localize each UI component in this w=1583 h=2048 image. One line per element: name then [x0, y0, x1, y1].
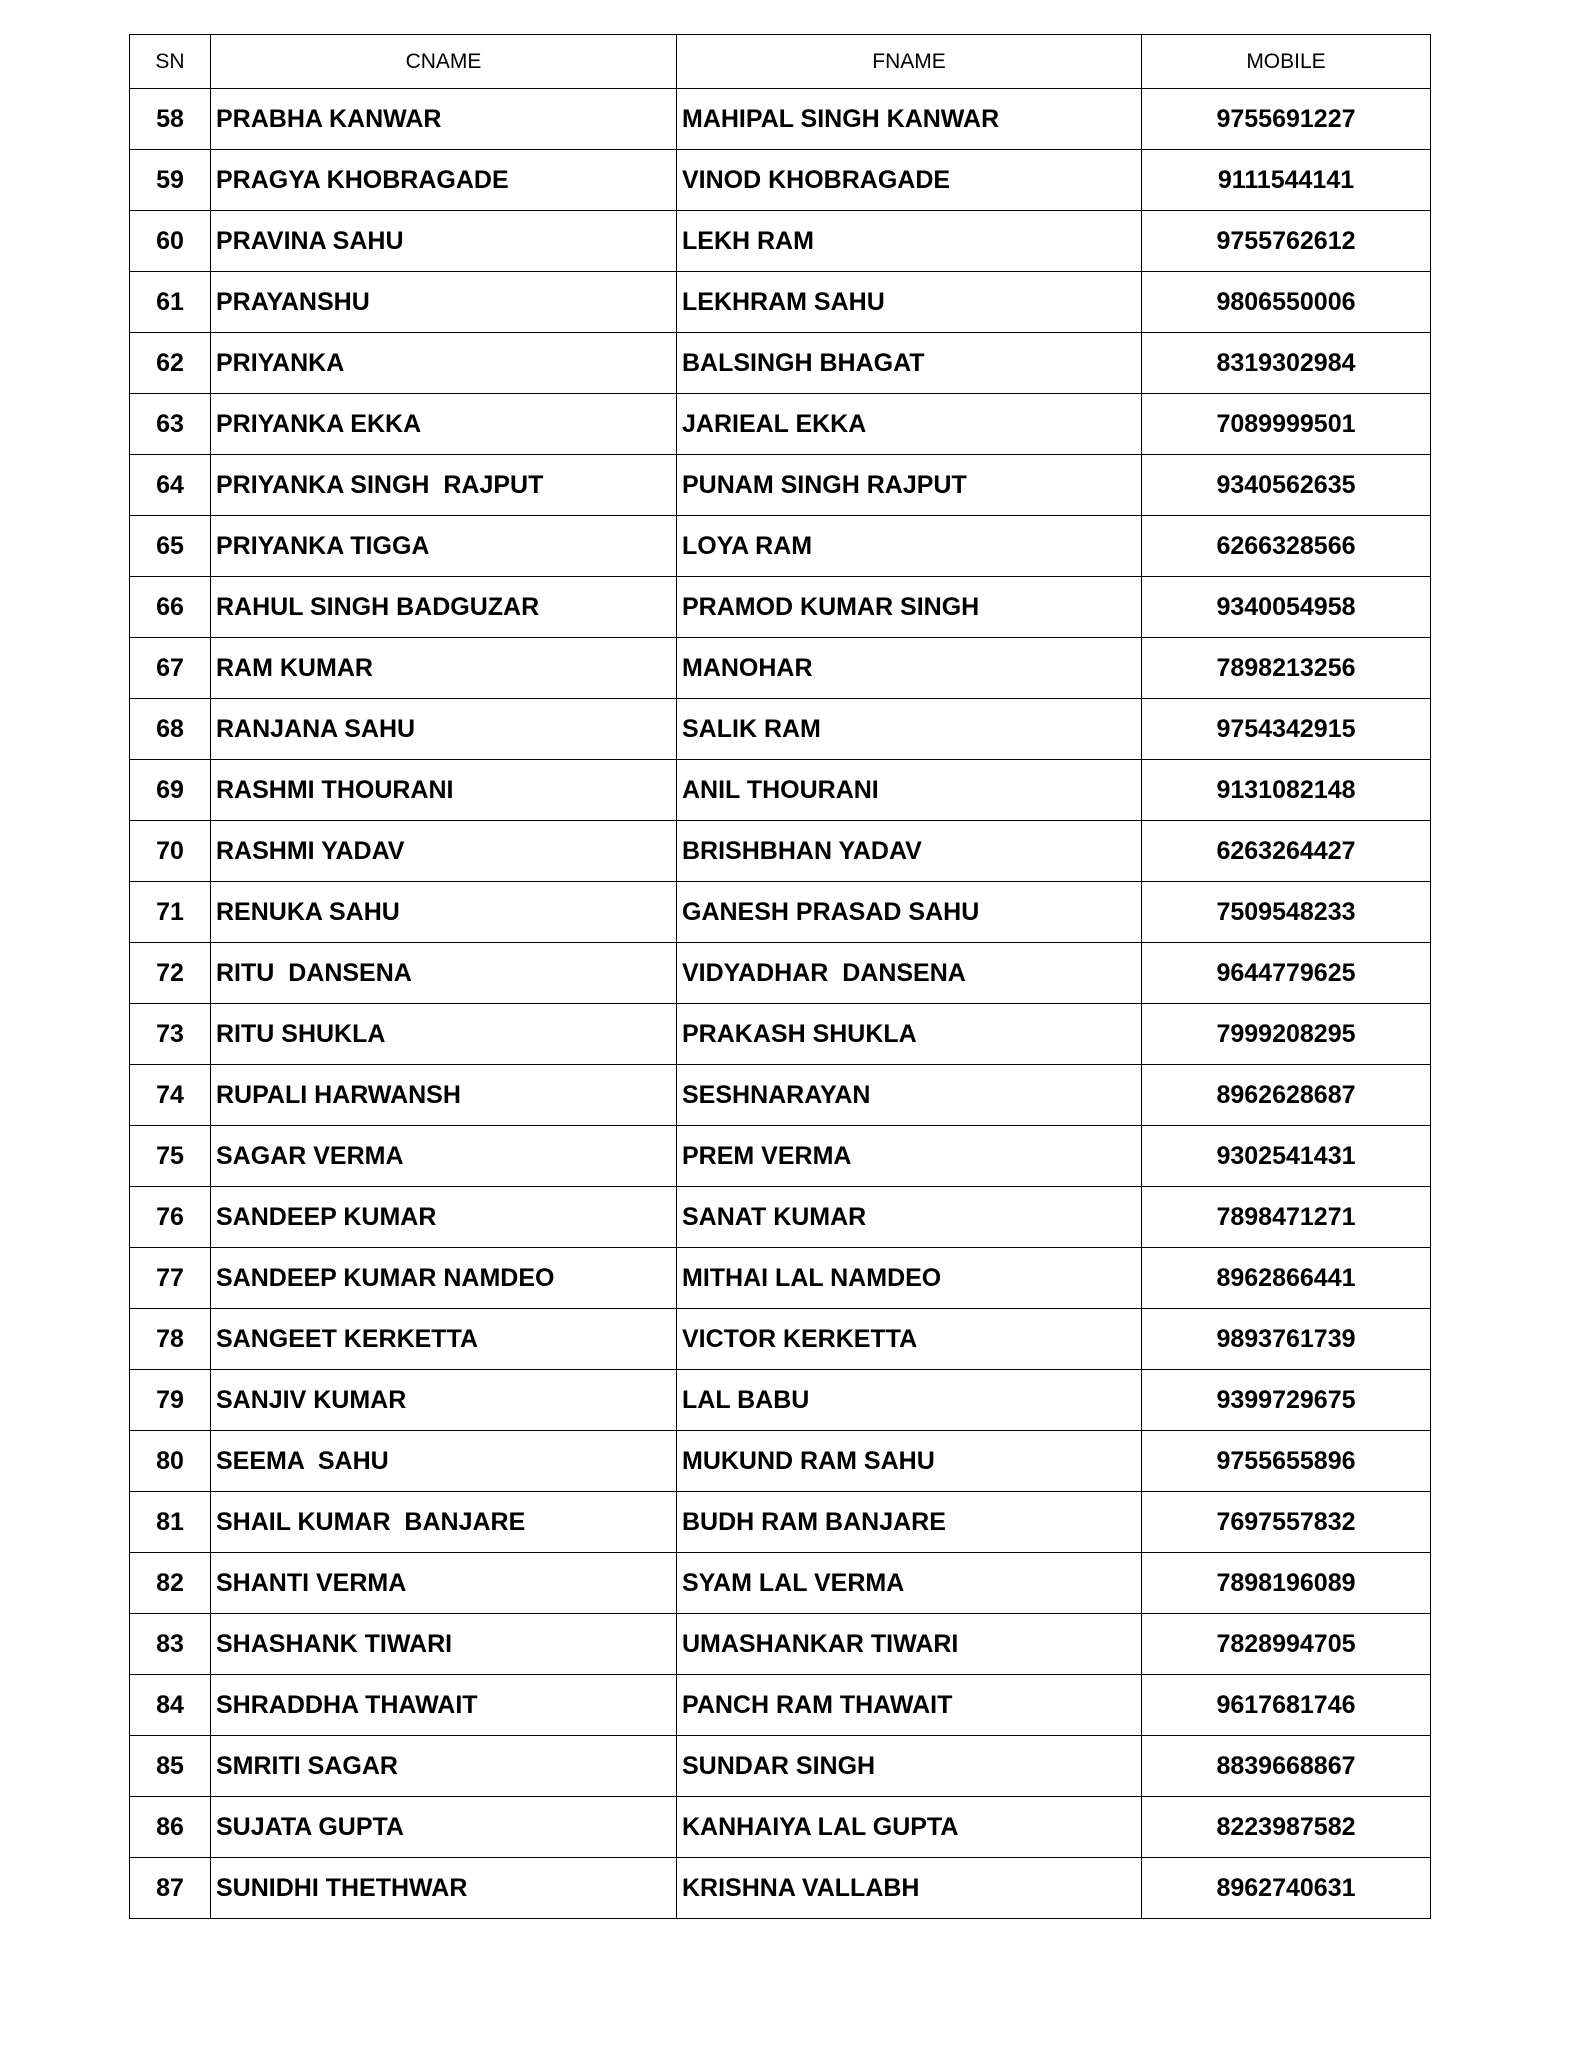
cell-sn: 69	[130, 760, 211, 821]
cell-fname: GANESH PRASAD SAHU	[677, 882, 1142, 943]
table-row	[130, 1492, 1431, 1553]
cell-sn: 83	[130, 1614, 211, 1675]
table-row	[130, 1126, 1431, 1187]
cell-fname: MITHAI LAL NAMDEO	[677, 1248, 1142, 1309]
cell-cname: RAHUL SINGH BADGUZAR	[211, 577, 677, 638]
cell-sn: 77	[130, 1248, 211, 1309]
cell-cname: SHASHANK TIWARI	[211, 1614, 677, 1675]
cell-cname: PRIYANKA EKKA	[211, 394, 677, 455]
table-row	[130, 699, 1431, 760]
cell-mobile: 8319302984	[1142, 333, 1431, 394]
cell-cname: PRIYANKA	[211, 333, 677, 394]
cell-sn: 72	[130, 943, 211, 1004]
cell-fname: MUKUND RAM SAHU	[677, 1431, 1142, 1492]
cell-cname: SAGAR VERMA	[211, 1126, 677, 1187]
table-body	[130, 89, 1431, 1919]
table-row	[130, 211, 1431, 272]
cell-sn: 63	[130, 394, 211, 455]
cell-sn: 64	[130, 455, 211, 516]
table-row	[130, 760, 1431, 821]
cell-mobile: 9644779625	[1142, 943, 1431, 1004]
cell-mobile: 8962628687	[1142, 1065, 1431, 1126]
table-row	[130, 150, 1431, 211]
table-row	[130, 1187, 1431, 1248]
table-row	[130, 1309, 1431, 1370]
cell-fname: LOYA RAM	[677, 516, 1142, 577]
cell-fname: BALSINGH BHAGAT	[677, 333, 1142, 394]
cell-fname: KRISHNA VALLABH	[677, 1858, 1142, 1919]
table-row	[130, 1004, 1431, 1065]
cell-fname: BUDH RAM BANJARE	[677, 1492, 1142, 1553]
table-row	[130, 1736, 1431, 1797]
cell-cname: PRIYANKA TIGGA	[211, 516, 677, 577]
cell-cname: RITU DANSENA	[211, 943, 677, 1004]
table-row	[130, 638, 1431, 699]
cell-mobile: 9302541431	[1142, 1126, 1431, 1187]
header-sn: SN	[130, 35, 211, 89]
cell-mobile: 9399729675	[1142, 1370, 1431, 1431]
cell-fname: SESHNARAYAN	[677, 1065, 1142, 1126]
cell-cname: RANJANA SAHU	[211, 699, 677, 760]
cell-fname: LEKHRAM SAHU	[677, 272, 1142, 333]
cell-mobile: 9755762612	[1142, 211, 1431, 272]
cell-fname: SYAM LAL VERMA	[677, 1553, 1142, 1614]
cell-cname: SANGEET KERKETTA	[211, 1309, 677, 1370]
table-row	[130, 1858, 1431, 1919]
cell-mobile: 9131082148	[1142, 760, 1431, 821]
cell-fname: PRAKASH SHUKLA	[677, 1004, 1142, 1065]
cell-fname: KANHAIYA LAL GUPTA	[677, 1797, 1142, 1858]
cell-cname: SANDEEP KUMAR NAMDEO	[211, 1248, 677, 1309]
table-row	[130, 1675, 1431, 1736]
cell-sn: 70	[130, 821, 211, 882]
cell-sn: 73	[130, 1004, 211, 1065]
cell-sn: 79	[130, 1370, 211, 1431]
cell-fname: MAHIPAL SINGH KANWAR	[677, 89, 1142, 150]
cell-sn: 74	[130, 1065, 211, 1126]
cell-mobile: 9754342915	[1142, 699, 1431, 760]
table-row	[130, 577, 1431, 638]
cell-mobile: 9755691227	[1142, 89, 1431, 150]
cell-mobile: 9893761739	[1142, 1309, 1431, 1370]
cell-fname: VICTOR KERKETTA	[677, 1309, 1142, 1370]
cell-mobile: 8223987582	[1142, 1797, 1431, 1858]
cell-sn: 76	[130, 1187, 211, 1248]
cell-sn: 62	[130, 333, 211, 394]
table-row	[130, 1248, 1431, 1309]
cell-cname: PRAGYA KHOBRAGADE	[211, 150, 677, 211]
cell-sn: 61	[130, 272, 211, 333]
cell-mobile: 8839668867	[1142, 1736, 1431, 1797]
candidate-table	[129, 34, 1431, 1919]
cell-cname: PRAYANSHU	[211, 272, 677, 333]
table-row	[130, 1797, 1431, 1858]
cell-fname: ANIL THOURANI	[677, 760, 1142, 821]
cell-cname: RASHMI YADAV	[211, 821, 677, 882]
cell-fname: UMASHANKAR TIWARI	[677, 1614, 1142, 1675]
cell-sn: 85	[130, 1736, 211, 1797]
table-row	[130, 272, 1431, 333]
table-row	[130, 89, 1431, 150]
cell-sn: 67	[130, 638, 211, 699]
cell-sn: 81	[130, 1492, 211, 1553]
table-row	[130, 882, 1431, 943]
cell-mobile: 7697557832	[1142, 1492, 1431, 1553]
table-row	[130, 455, 1431, 516]
table-row	[130, 821, 1431, 882]
table-header	[130, 35, 1431, 89]
cell-mobile: 9340054958	[1142, 577, 1431, 638]
cell-mobile: 7828994705	[1142, 1614, 1431, 1675]
cell-sn: 66	[130, 577, 211, 638]
cell-fname: VIDYADHAR DANSENA	[677, 943, 1142, 1004]
cell-fname: SUNDAR SINGH	[677, 1736, 1142, 1797]
cell-sn: 75	[130, 1126, 211, 1187]
cell-fname: PANCH RAM THAWAIT	[677, 1675, 1142, 1736]
cell-mobile: 7898213256	[1142, 638, 1431, 699]
cell-fname: SANAT KUMAR	[677, 1187, 1142, 1248]
cell-mobile: 9111544141	[1142, 150, 1431, 211]
cell-mobile: 7509548233	[1142, 882, 1431, 943]
cell-cname: PRAVINA SAHU	[211, 211, 677, 272]
cell-sn: 78	[130, 1309, 211, 1370]
cell-mobile: 8962740631	[1142, 1858, 1431, 1919]
table-row	[130, 1431, 1431, 1492]
cell-fname: JARIEAL EKKA	[677, 394, 1142, 455]
table-row	[130, 333, 1431, 394]
cell-sn: 87	[130, 1858, 211, 1919]
cell-fname: MANOHAR	[677, 638, 1142, 699]
table-row	[130, 516, 1431, 577]
cell-mobile: 9340562635	[1142, 455, 1431, 516]
cell-mobile: 9806550006	[1142, 272, 1431, 333]
cell-sn: 84	[130, 1675, 211, 1736]
cell-fname: LAL BABU	[677, 1370, 1142, 1431]
cell-sn: 58	[130, 89, 211, 150]
cell-cname: RASHMI THOURANI	[211, 760, 677, 821]
cell-mobile: 6263264427	[1142, 821, 1431, 882]
cell-sn: 59	[130, 150, 211, 211]
cell-sn: 68	[130, 699, 211, 760]
cell-cname: SANDEEP KUMAR	[211, 1187, 677, 1248]
cell-cname: SEEMA SAHU	[211, 1431, 677, 1492]
header-row	[130, 35, 1431, 89]
cell-mobile: 6266328566	[1142, 516, 1431, 577]
cell-mobile: 7089999501	[1142, 394, 1431, 455]
cell-cname: RENUKA SAHU	[211, 882, 677, 943]
cell-cname: SHAIL KUMAR BANJARE	[211, 1492, 677, 1553]
cell-sn: 60	[130, 211, 211, 272]
header-mobile: MOBILE	[1142, 35, 1431, 89]
cell-mobile: 7898471271	[1142, 1187, 1431, 1248]
cell-sn: 86	[130, 1797, 211, 1858]
cell-fname: PREM VERMA	[677, 1126, 1142, 1187]
cell-mobile: 7898196089	[1142, 1553, 1431, 1614]
header-fname: FNAME	[677, 35, 1142, 89]
cell-cname: SANJIV KUMAR	[211, 1370, 677, 1431]
table-row	[130, 1370, 1431, 1431]
cell-sn: 65	[130, 516, 211, 577]
table-row	[130, 1614, 1431, 1675]
cell-cname: SMRITI SAGAR	[211, 1736, 677, 1797]
table-row	[130, 1065, 1431, 1126]
table-row	[130, 943, 1431, 1004]
cell-sn: 71	[130, 882, 211, 943]
cell-cname: SUNIDHI THETHWAR	[211, 1858, 677, 1919]
cell-cname: PRABHA KANWAR	[211, 89, 677, 150]
cell-cname: RAM KUMAR	[211, 638, 677, 699]
cell-mobile: 9755655896	[1142, 1431, 1431, 1492]
cell-fname: PUNAM SINGH RAJPUT	[677, 455, 1142, 516]
cell-cname: SHRADDHA THAWAIT	[211, 1675, 677, 1736]
cell-sn: 80	[130, 1431, 211, 1492]
cell-fname: LEKH RAM	[677, 211, 1142, 272]
header-cname: CNAME	[211, 35, 677, 89]
cell-mobile: 8962866441	[1142, 1248, 1431, 1309]
table-row	[130, 1553, 1431, 1614]
cell-cname: PRIYANKA SINGH RAJPUT	[211, 455, 677, 516]
cell-cname: RUPALI HARWANSH	[211, 1065, 677, 1126]
cell-cname: SHANTI VERMA	[211, 1553, 677, 1614]
cell-mobile: 9617681746	[1142, 1675, 1431, 1736]
cell-cname: SUJATA GUPTA	[211, 1797, 677, 1858]
cell-fname: BRISHBHAN YADAV	[677, 821, 1142, 882]
cell-mobile: 7999208295	[1142, 1004, 1431, 1065]
cell-fname: VINOD KHOBRAGADE	[677, 150, 1142, 211]
cell-cname: RITU SHUKLA	[211, 1004, 677, 1065]
cell-fname: PRAMOD KUMAR SINGH	[677, 577, 1142, 638]
table-row	[130, 394, 1431, 455]
cell-fname: SALIK RAM	[677, 699, 1142, 760]
cell-sn: 82	[130, 1553, 211, 1614]
